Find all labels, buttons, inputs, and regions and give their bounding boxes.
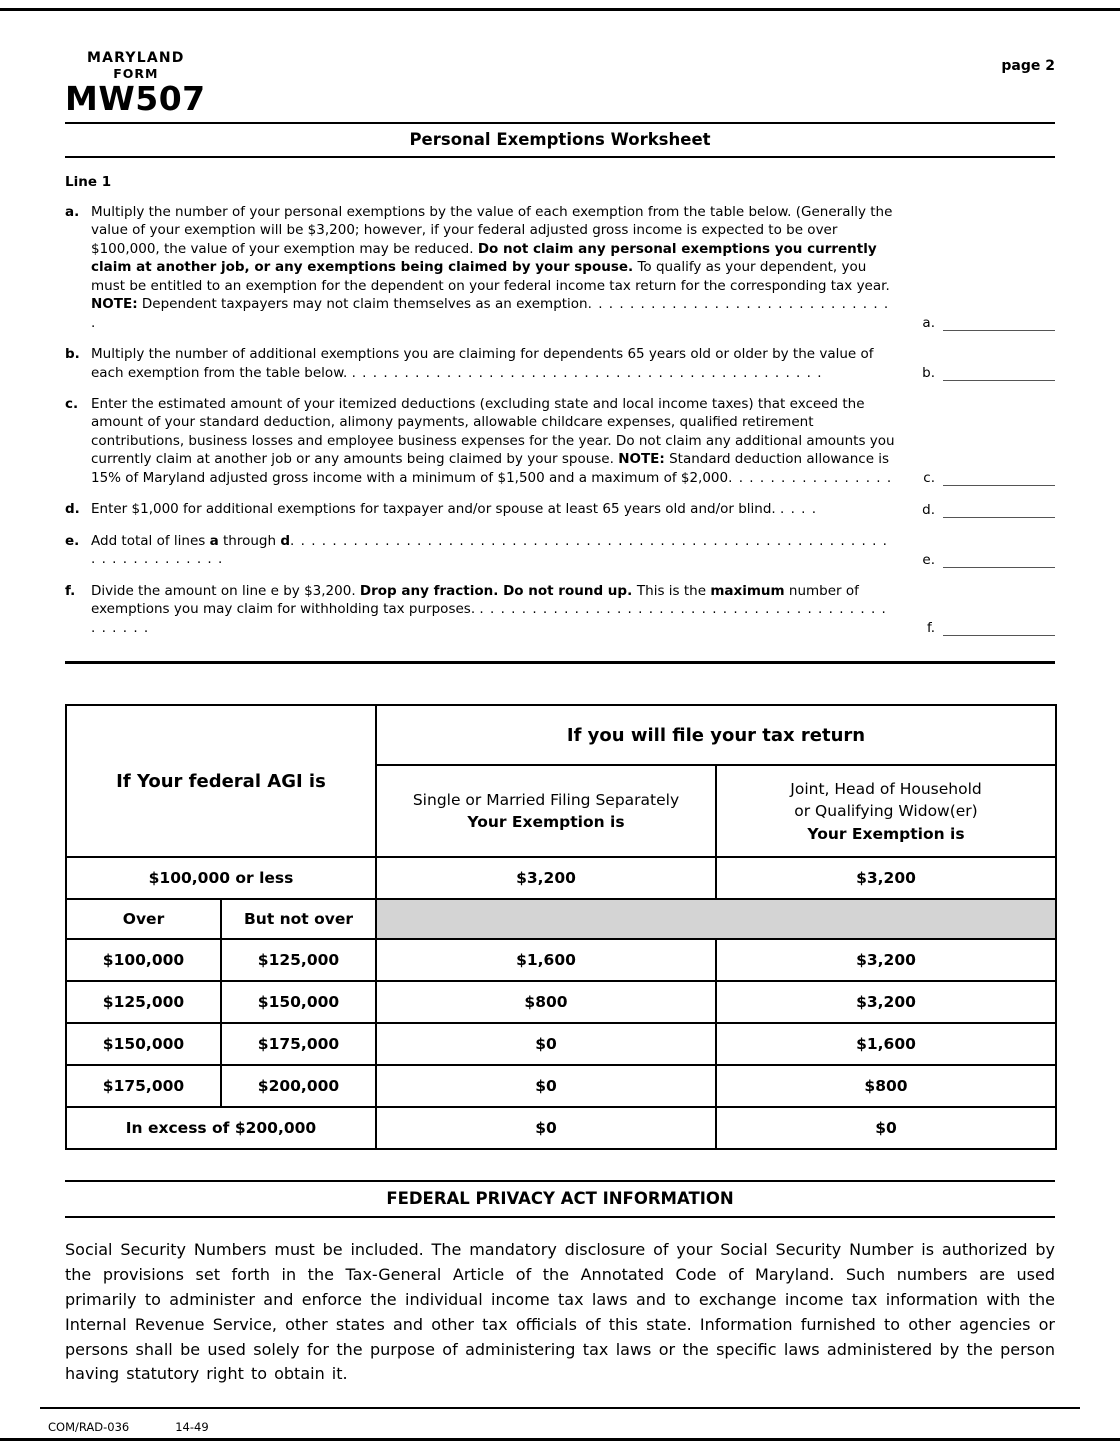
- joint-exemption-label: Your Exemption is: [807, 824, 965, 843]
- line-a-amount-field[interactable]: [943, 318, 1055, 331]
- line-tail: [922, 502, 1055, 518]
- footer-form-code: COM/RAD-036: [48, 1420, 130, 1434]
- line-c-amount-field[interactable]: [943, 473, 1055, 486]
- joint-value-cell: $0: [716, 1107, 1056, 1149]
- over-cell: $150,000: [66, 1023, 221, 1065]
- joint-value-cell: $3,200: [716, 857, 1056, 899]
- line-tail: [923, 470, 1055, 486]
- line-text-segments: Multiply the number of your personal exemptions by the value of each exemption from the table below. (Generally the value of your exemption will be $3,200; however, if your federal adjusted gross income is expected to be over $100,000, the value of your exemption may be reduced. Do not claim any personal exemptions you currently claim at another job, or any exemptions being claimed by your spouse. To qualify as your dependent, you must be entitled to an exemption for the dependent on your federal income tax return for the corresponding tax year. NOTE: Dependent taxpayers may not claim themselves as an exemption: [91, 203, 893, 313]
- privacy-text: Social Security Numbers must be included. The mandatory disclosure of your Social Security Number is authorized by the provisions set forth in the Tax-General Article of the Annotated Code of Maryland. Such numbers are used primarily to administer and enforce the individual income tax laws and to exchange income tax information with the Internal Revenue Service, other states and other tax officials of this state. Information furnished to other agencies or persons shall be used solely for the purpose of administering tax laws or the specific laws administered by the person having statutory right to obtain it.: [65, 1240, 1055, 1384]
- over-cell: $175,000: [66, 1065, 221, 1107]
- dot-leader: . . . . . . . . . . . . . . . .: [728, 469, 893, 486]
- line-ref: f.: [926, 620, 935, 637]
- line-b-amount-field[interactable]: [943, 368, 1055, 381]
- table-over-header-row: [66, 899, 1056, 939]
- dot-leader: . . . . . . . . . . . . . . . . . . . . . . . . . . . . . . . . . . . . . . . . . . . . .: [91, 601, 887, 636]
- line-text-segments: Enter $1,000 for additional exemptions for taxpayer and/or spouse at least 65 years old and/or blind.: [91, 501, 780, 518]
- agi-range-cell: $100,000 or less: [66, 857, 376, 899]
- line-letter: d.: [65, 501, 80, 518]
- single-value-cell: $800: [376, 981, 716, 1023]
- line-d-amount-field[interactable]: [943, 505, 1055, 518]
- worksheet-line-d: [65, 500, 1055, 518]
- table-row-100k-or-less: [66, 857, 1056, 899]
- line-letter: c.: [65, 396, 79, 412]
- but-not-over-header-cell: But not over: [221, 899, 376, 939]
- worksheet-line-a: [65, 203, 1055, 332]
- line-letter: e.: [65, 532, 80, 549]
- single-value-cell: $3,200: [376, 857, 716, 899]
- table-row: [66, 1065, 1056, 1107]
- table-row: [66, 981, 1056, 1023]
- single-value-cell: $0: [376, 1107, 716, 1149]
- form-header: [65, 0, 1055, 117]
- single-value-cell: $1,600: [376, 939, 716, 981]
- but-not-over-cell: $175,000: [221, 1023, 376, 1065]
- page-top-border: [0, 8, 1120, 11]
- table-row-excess: [66, 1107, 1056, 1149]
- line-tail: [927, 620, 1055, 636]
- line-e-amount-field[interactable]: [943, 555, 1055, 568]
- single-exemption-label: Your Exemption is: [467, 813, 625, 832]
- but-not-over-cell: $150,000: [221, 981, 376, 1023]
- line-text-segments: Divide the amount on line e by $3,200. Drop any fraction. Do not round up. This is the maximum number of exemptions you may claim for withholding tax purposes.: [91, 582, 859, 618]
- section-divider: [65, 661, 1055, 664]
- form-label: FORM: [113, 66, 159, 81]
- dot-leader: . . . . . . . . . . . . . . . . . . . . . . . . . . . . . . . . . . . . . . . . . . . . .: [351, 364, 823, 381]
- table-row: [66, 939, 1056, 981]
- brand-state-block: [87, 50, 185, 81]
- joint-header-text-line1: Joint, Head of Household: [790, 779, 982, 798]
- line-tail: [922, 365, 1055, 381]
- single-column-header-cell: [376, 765, 716, 857]
- line-ref: a.: [922, 315, 935, 332]
- line-text: [91, 582, 1055, 637]
- joint-value-cell: $3,200: [716, 981, 1056, 1023]
- form-brand: [65, 50, 206, 117]
- line-tail: [922, 315, 1055, 331]
- line-ref: c.: [923, 470, 935, 487]
- line-text-segments: Add total of lines a through d: [91, 532, 291, 549]
- agi-header-cell: If Your federal AGI is: [66, 705, 376, 857]
- exemption-table: [65, 704, 1057, 1150]
- title-rule: [65, 156, 1055, 158]
- joint-column-header-cell: [716, 765, 1056, 857]
- line-letter: b.: [65, 346, 80, 363]
- state-name: MARYLAND: [87, 50, 185, 66]
- privacy-title: FEDERAL PRIVACY ACT INFORMATION: [386, 1189, 734, 1209]
- worksheet-line-e: [65, 532, 1055, 569]
- line-text-segments: Multiply the number of additional exemptions you are claiming for dependents 65 years old or older by the value of each exemption from the table below.: [91, 346, 874, 381]
- line-text-segments: Enter the estimated amount of your itemized deductions (excluding state and local income taxes) that exceed the amount of your standard deduction, alimony payments, allowable childcare expenses, qualified retirement contributions, business losses and employee business expenses for the year. Do not claim any additional amounts you currently claim at another job or any amounts being claimed by your spouse. NOTE: Standard deduction allowance is 15% of Maryland adjusted gross income with a minimum of $1,500 and a maximum of $2,000: [91, 396, 895, 486]
- line-text: [91, 203, 1055, 332]
- footer-revision-code: 14-49: [175, 1420, 209, 1434]
- over-header-cell: Over: [66, 899, 221, 939]
- agi-range-cell: In excess of $200,000: [66, 1107, 376, 1149]
- file-return-header-cell: If you will file your tax return: [376, 705, 1056, 765]
- joint-value-cell: $3,200: [716, 939, 1056, 981]
- line-text: [91, 500, 1055, 518]
- worksheet-line-c: [65, 395, 1055, 487]
- form-number: MW507: [65, 79, 206, 118]
- line-tail: [922, 552, 1055, 568]
- worksheet-title: Personal Exemptions Worksheet: [409, 129, 711, 149]
- dot-leader: . . . .: [780, 501, 818, 518]
- form-footer: [48, 1420, 209, 1434]
- page-number: page 2: [1001, 58, 1055, 74]
- privacy-rule-bottom: [65, 1216, 1055, 1218]
- footer-rule: [40, 1407, 1080, 1409]
- joint-value-cell: $1,600: [716, 1023, 1056, 1065]
- dot-leader: . . . . . . . . . . . . . . . . . . . . . . . . . . . . . . . . . . . . . . . . . . . . . . . . . . . . . . . . . . . . . . . . . . . . . .: [91, 532, 888, 568]
- line-letter: f.: [65, 582, 76, 599]
- line-text: [91, 395, 1055, 487]
- joint-value-cell: $800: [716, 1065, 1056, 1107]
- but-not-over-cell: $200,000: [221, 1065, 376, 1107]
- line-ref: d.: [922, 501, 935, 518]
- joint-header-text-line2: or Qualifying Widow(er): [794, 802, 978, 821]
- single-value-cell: $0: [376, 1023, 716, 1065]
- page-bottom-border: [0, 1438, 1120, 1441]
- worksheet-line-b: [65, 345, 1055, 382]
- table-header-row: [66, 705, 1056, 765]
- single-header-text: Single or Married Filing Separately: [412, 790, 680, 809]
- line-text: [91, 345, 1055, 382]
- worksheet-line-f: [65, 582, 1055, 637]
- line-letter: a.: [65, 203, 80, 220]
- line1-label: Line 1: [65, 173, 112, 190]
- line-ref: e.: [922, 551, 935, 568]
- dot-leader: . . . . . . . . . . . . . . . . . . . . . . . . . . . . . .: [91, 296, 890, 331]
- over-cell: $125,000: [66, 981, 221, 1023]
- but-not-over-cell: $125,000: [221, 939, 376, 981]
- over-cell: $100,000: [66, 939, 221, 981]
- line-ref: b.: [922, 365, 935, 381]
- shaded-cell: [376, 899, 1056, 939]
- table-row: [66, 1023, 1056, 1065]
- single-value-cell: $0: [376, 1065, 716, 1107]
- line-f-amount-field[interactable]: [943, 623, 1055, 636]
- line-text: [91, 532, 1055, 569]
